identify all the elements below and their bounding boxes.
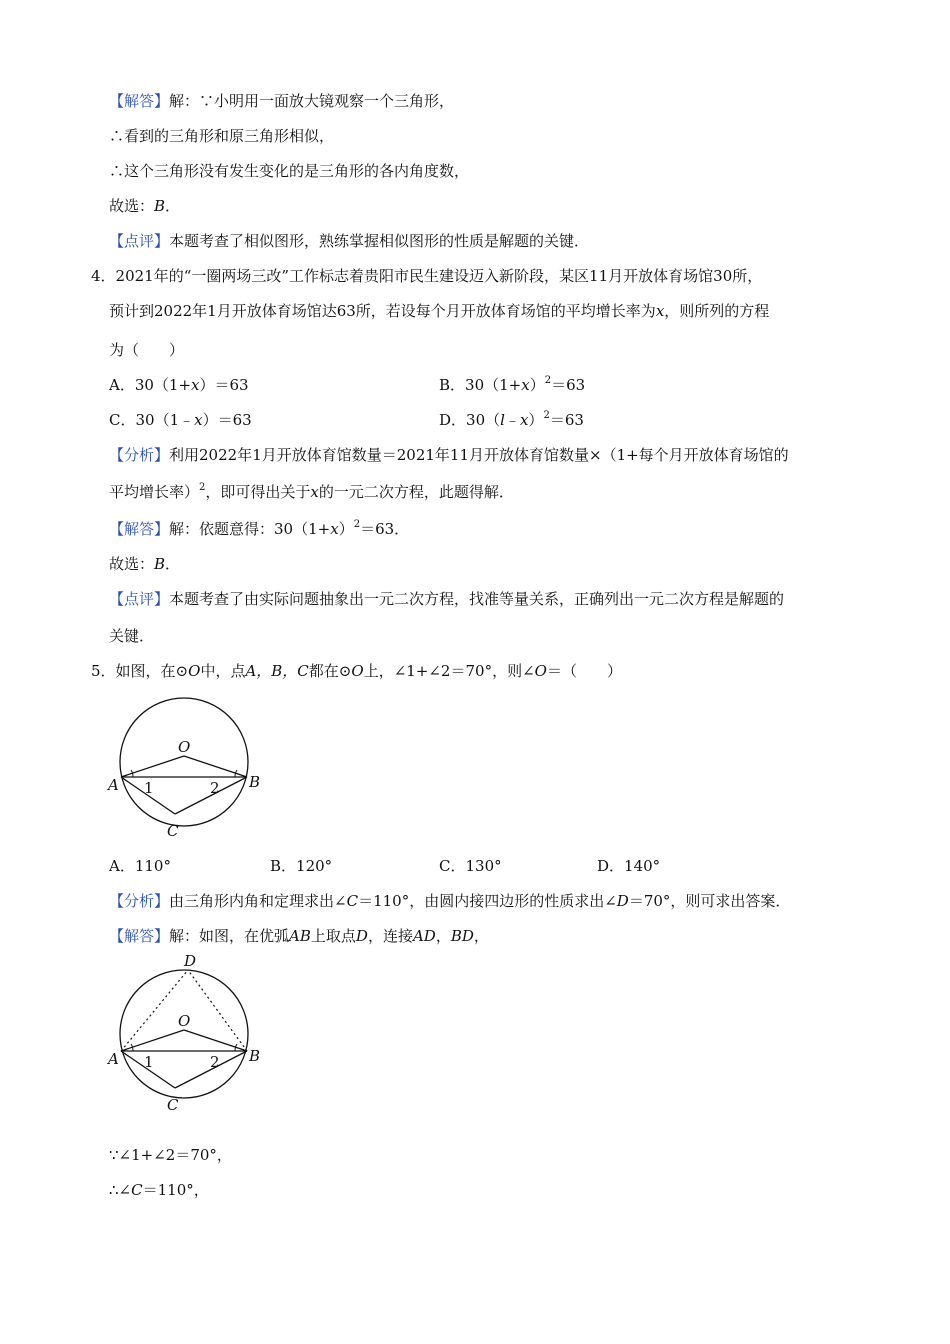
q4-stem-line3: 为（ ） <box>109 341 185 359</box>
q4-answer: 故选：B． <box>109 555 181 573</box>
q3-solution-line3: ∴这个三角形没有发生变化的是三角形的各内角度数， <box>109 162 470 180</box>
label-c: C <box>167 1096 179 1114</box>
label-d: D <box>184 952 197 970</box>
radius-oa <box>121 756 184 777</box>
comment-tag: 【点评】 <box>109 590 170 608</box>
comment-tag: 【点评】 <box>109 232 170 250</box>
q4-comment-line1: 【点评】本题考查了由实际问题抽象出一元二次方程，找准等量关系，正确列出一元二次方程是解题的 <box>109 590 785 608</box>
solution-tag: 【解答】 <box>109 92 170 110</box>
circle-o <box>120 970 248 1098</box>
q5-option-d: D．140° <box>597 857 661 875</box>
circle-figure-2 <box>100 948 270 1123</box>
q5-option-c: C．130° <box>439 857 502 875</box>
analysis-tag: 【分析】 <box>109 446 170 464</box>
q4-option-b: B．$30(1+x)^2=63$ <box>439 375 586 394</box>
label-1: 1 <box>144 779 154 797</box>
solution-tag: 【解答】 <box>109 520 170 538</box>
analysis-tag: 【分析】 <box>109 892 170 910</box>
label-2: 2 <box>210 1053 220 1071</box>
q5-solution-line1: 【解答】解：如图，在优弧AB上取点D，连接AD，BD， <box>109 927 489 945</box>
q5-stem: 5．如图，在⊙O中，点A，B，C都在⊙O上，∠1+∠2＝70°，则∠O＝（ ） <box>91 662 622 680</box>
q4-analysis-line2: 平均增长率）$^2$，即可得出关于x的一元二次方程，此题得解． <box>109 482 514 501</box>
q4-analysis-line1: 【分析】利用2022年1月开放体育馆数量＝2021年11月开放体育馆数量×（1+每个月开放体育场馆的 <box>109 446 789 464</box>
q4-option-c: C．30（1﹣x）＝63 <box>109 411 252 429</box>
question-number: 5． <box>91 662 116 680</box>
q4-stem-line1: 4．2021年的“一圈两场三改”工作标志着贵阳市民生建设迈入新阶段，某区11月开放体育场馆30所， <box>91 267 763 285</box>
label-o: O <box>178 1012 191 1030</box>
circle-o <box>120 698 248 826</box>
q5-step1: ∵∠1+∠2＝70°， <box>109 1146 232 1164</box>
radius-ob <box>184 756 247 777</box>
solution-tag: 【解答】 <box>109 927 170 945</box>
dotted-bd <box>188 970 247 1051</box>
q3-solution-line2: ∴看到的三角形和原三角形相似， <box>109 127 335 145</box>
circle-figure-1 <box>100 690 270 845</box>
label-1: 1 <box>144 1053 154 1071</box>
radius-oa <box>121 1030 184 1051</box>
q4-comment-line2: 关键． <box>109 627 155 645</box>
q5-analysis: 【分析】由三角形内角和定理求出∠C＝110°，由圆内接四边形的性质求出∠D＝70°，则可求出答案． <box>109 892 791 910</box>
q3-answer: 故选：B． <box>109 197 181 215</box>
q5-option-a: A．110° <box>109 857 171 875</box>
q5-step2: ∴∠C＝110°， <box>109 1181 209 1199</box>
question-number: 4． <box>91 267 116 285</box>
q4-solution: 【解答】解：依题意得：$30(1+x)^2=63$． <box>109 519 410 538</box>
label-a: A <box>108 776 119 794</box>
label-o: O <box>178 738 191 756</box>
q4-option-d: D．30（l﹣x）$^2$＝63 <box>439 410 584 429</box>
label-b: B <box>249 773 261 791</box>
label-c: C <box>167 822 179 840</box>
q3-solution-line1: 【解答】解：∵小明用一面放大镜观察一个三角形， <box>109 92 455 110</box>
q5-option-b: B．120° <box>270 857 333 875</box>
q3-comment: 【点评】本题考查了相似图形，熟练掌握相似图形的性质是解题的关键． <box>109 232 590 250</box>
label-a: A <box>108 1050 119 1068</box>
label-b: B <box>249 1047 261 1065</box>
radius-ob <box>184 1030 247 1051</box>
q4-option-a: A．30（1+x）＝63 <box>109 376 249 394</box>
dotted-ad <box>121 970 191 1051</box>
q4-stem-line2: 预计到2022年1月开放体育场馆达63所，若设每个月开放体育场馆的平均增长率为x，则所列的方程 <box>109 302 770 320</box>
label-2: 2 <box>210 779 220 797</box>
